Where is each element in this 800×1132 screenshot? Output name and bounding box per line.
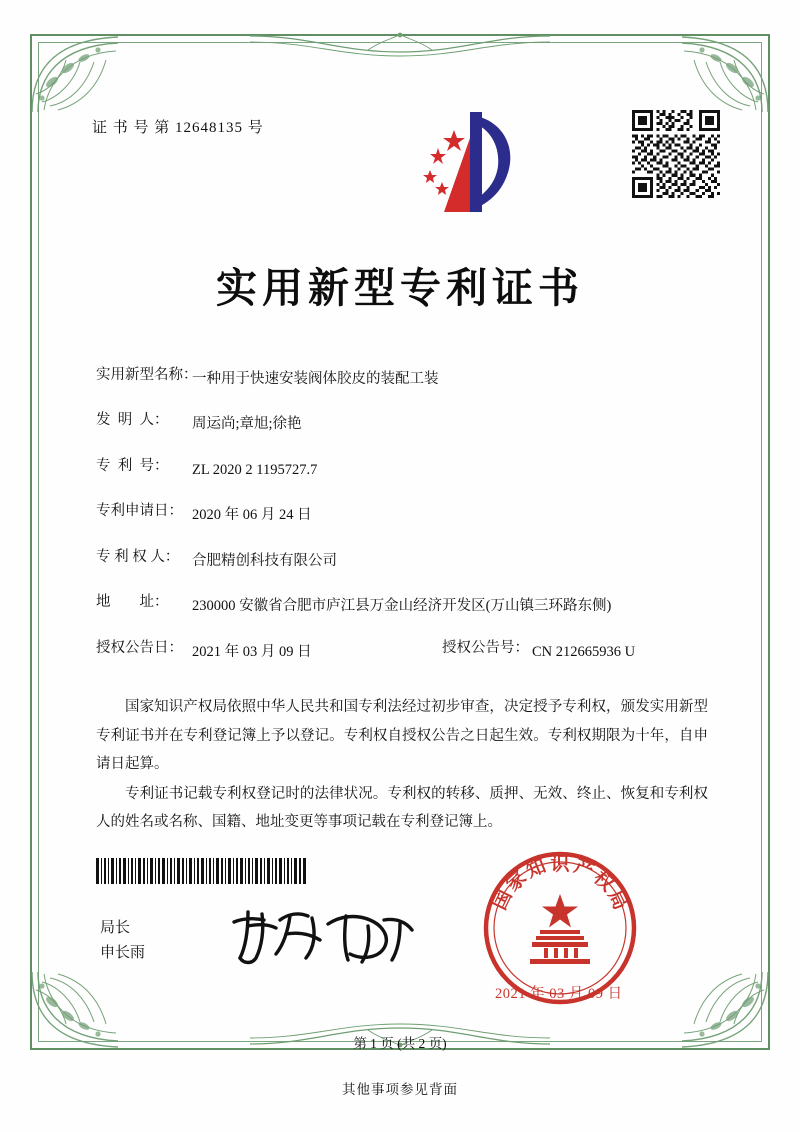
svg-text:家: 家 (502, 867, 531, 896)
certificate-content (78, 104, 722, 839)
legal-paragraph-2: 专利证书记载专利权登记时的法律状况。专利权的转移、质押、无效、终止、恢复和专利权人的姓名或名称、国籍、地址变更等事项记载在专利登记簿上。 (96, 786, 708, 831)
field-value-name: 一种用于快速安装阀体胶皮的装配工装 (192, 371, 439, 387)
field-row-name (96, 368, 722, 390)
field-label-grant-date: 授权公告日： (96, 639, 183, 656)
field-value-patent-number: ZL 2020 2 1195727.7 (192, 461, 318, 478)
signature-name: 申长雨 (100, 944, 146, 961)
field-value-grant-date: 2021 年 03 月 09 日 (192, 643, 312, 660)
field-row-application-date (96, 504, 722, 526)
field-value-address: 230000 安徽省合肥市庐江县万金山经济开发区(万山镇三环路东侧) (192, 598, 612, 615)
barcode (96, 858, 306, 884)
field-row-grant (96, 641, 722, 663)
certificate-number: 证 书 号 第 12648135 号 (92, 120, 264, 136)
field-value-patentee: 合肥精创科技有限公司 (192, 552, 337, 569)
field-value-inventor: 周运尚;章旭;徐艳 (192, 416, 302, 433)
page-title: 实用新型专利证书 (216, 265, 584, 311)
footer-note: 其他事项参见背面 (342, 1082, 458, 1097)
svg-text:国: 国 (489, 887, 517, 914)
field-value-application-date: 2020 年 06 月 24 日 (192, 507, 312, 524)
svg-text:产: 产 (571, 855, 597, 883)
field-label-application-date: 专利申请日： (96, 503, 183, 520)
handwritten-signature-icon (228, 900, 418, 972)
cnipa-logo-icon (408, 108, 528, 218)
field-row-patentee (96, 550, 722, 572)
field-label-patent-number: 专 利 号： (96, 457, 169, 474)
svg-text:知: 知 (523, 855, 549, 883)
svg-text:识: 识 (550, 854, 570, 875)
field-label-address: 地 址： (96, 594, 169, 611)
field-value-grant-number: CN 212665936 U (532, 643, 636, 660)
svg-text:局: 局 (603, 887, 631, 914)
signature-block (100, 916, 145, 966)
seal-date: 2021 年 03 月 09 日 (495, 986, 623, 1002)
field-list (96, 368, 722, 663)
legal-paragraph-1: 国家知识产权局依照中华人民共和国专利法经过初步审查，决定授予专利权，颁发实用新型专利证书并在专利登记簿上予以登记。专利权自授权公告之日起生效。专利权期限为十年，自申请日起算。 (96, 699, 708, 772)
field-label-name: 实用新型名称： (96, 367, 198, 383)
qr-code (632, 110, 720, 198)
signature-role: 局长 (100, 920, 131, 936)
field-row-patent-number (96, 459, 722, 481)
field-label-grant-number: 授权公告号： (442, 639, 529, 656)
page-number: 第 1 页 (共 2 页) (353, 1036, 447, 1051)
field-row-address (96, 595, 722, 617)
field-label-inventor: 发 明 人： (96, 412, 169, 429)
svg-text:权: 权 (589, 867, 618, 896)
edge-flourish-top-icon (250, 30, 550, 60)
field-label-patentee: 专 利 权 人： (96, 548, 180, 565)
legal-text (96, 693, 708, 836)
field-row-inventor (96, 413, 722, 435)
